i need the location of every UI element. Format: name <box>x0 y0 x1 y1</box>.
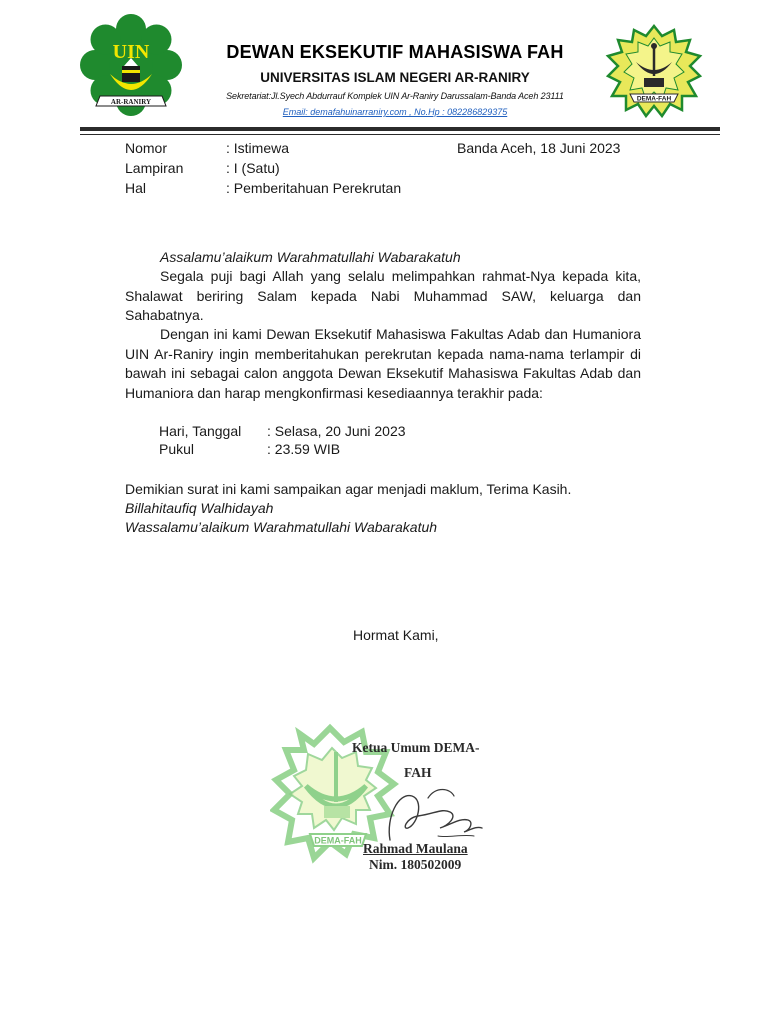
blessing: Billahitaufiq Walhidayah <box>125 500 274 516</box>
letterhead-rule-thin <box>80 134 720 135</box>
signer-role-line2: FAH <box>404 765 432 780</box>
meta-value-lampiran: : I (Satu) <box>226 160 280 176</box>
paragraph-opening: Segala puji bagi Allah yang selalu melimpahkan rahmat-Nya kepada kita, Shalawat beriring Salam kepada Nabi Muhammad SAW, keluarga dan Sahabatnya. <box>125 268 641 323</box>
salutation: Hormat Kami, <box>353 627 439 643</box>
paragraph-announcement: Dengan ini kami Dewan Eksekutif Mahasiswa Fakultas Adab dan Humaniora UIN Ar-Raniry ingin memberitahukan perekrutan kepada nama-nama terlampir di bawah ini sebagai calon anggota Dewan Eksekutif Mahasiswa Fakultas Adab dan Humaniora dan harap mengkonfirmasi kesediaannya terakhir pada: <box>125 326 641 401</box>
farewell: Wassalamu’alaikum Warahmatullahi Wabarakatuh <box>125 519 438 535</box>
letterhead-address: Sekretariat:Jl.Syech Abdurrauf Komplek UIN Ar-Raniry Darussalam-Banda Aceh 23111 <box>226 91 564 101</box>
meta-value-hal: : Pemberitahuan Perekrutan <box>226 180 402 196</box>
letterhead-university: UNIVERSITAS ISLAM NEGERI AR-RANIRY <box>260 70 530 85</box>
meta-label-lampiran: Lampiran <box>125 160 184 176</box>
logo-left-banner: AR-RANIRY <box>110 98 152 106</box>
meta-value-nomor: : Istimewa <box>226 140 290 156</box>
closing-sentence: Demikian surat ini kami sampaikan agar menjadi maklum, Terima Kasih. <box>125 481 572 497</box>
schedule-label-time: Pukul <box>159 441 195 457</box>
uin-ar-raniry-logo <box>80 14 182 116</box>
schedule-value-date: : Selasa, 20 Juni 2023 <box>267 423 406 439</box>
logo-left-text: UIN <box>112 41 150 63</box>
letterhead-title: DEWAN EKSEKUTIF MAHASISWA FAH <box>226 42 564 62</box>
signer-nim: Nim. 180502009 <box>369 857 462 872</box>
meta-label-nomor: Nomor <box>125 140 168 156</box>
letter-date: Banda Aceh, 18 Juni 2023 <box>457 140 621 156</box>
schedule-value-time: : 23.59 WIB <box>267 441 341 457</box>
letterhead-rule-thick <box>80 127 720 131</box>
schedule-label-date: Hari, Tanggal <box>159 423 242 439</box>
handwritten-signature <box>378 778 488 848</box>
stamp-text: DEMA-FAH <box>314 835 362 846</box>
meta-label-hal: Hal <box>125 180 147 196</box>
signer-name: Rahmad Maulana <box>363 841 468 856</box>
logo-right-banner: DEMA-FAH <box>636 95 672 103</box>
letterhead-contact-link[interactable]: Email: demafahuinarraniry.com , No.Hp : 082286829375 <box>282 107 508 117</box>
signer-role-line1: Ketua Umum DEMA- <box>352 740 480 755</box>
greeting: Assalamu’alaikum Warahmatullahi Wabarakatuh <box>160 249 461 265</box>
dema-fah-logo <box>604 24 704 118</box>
